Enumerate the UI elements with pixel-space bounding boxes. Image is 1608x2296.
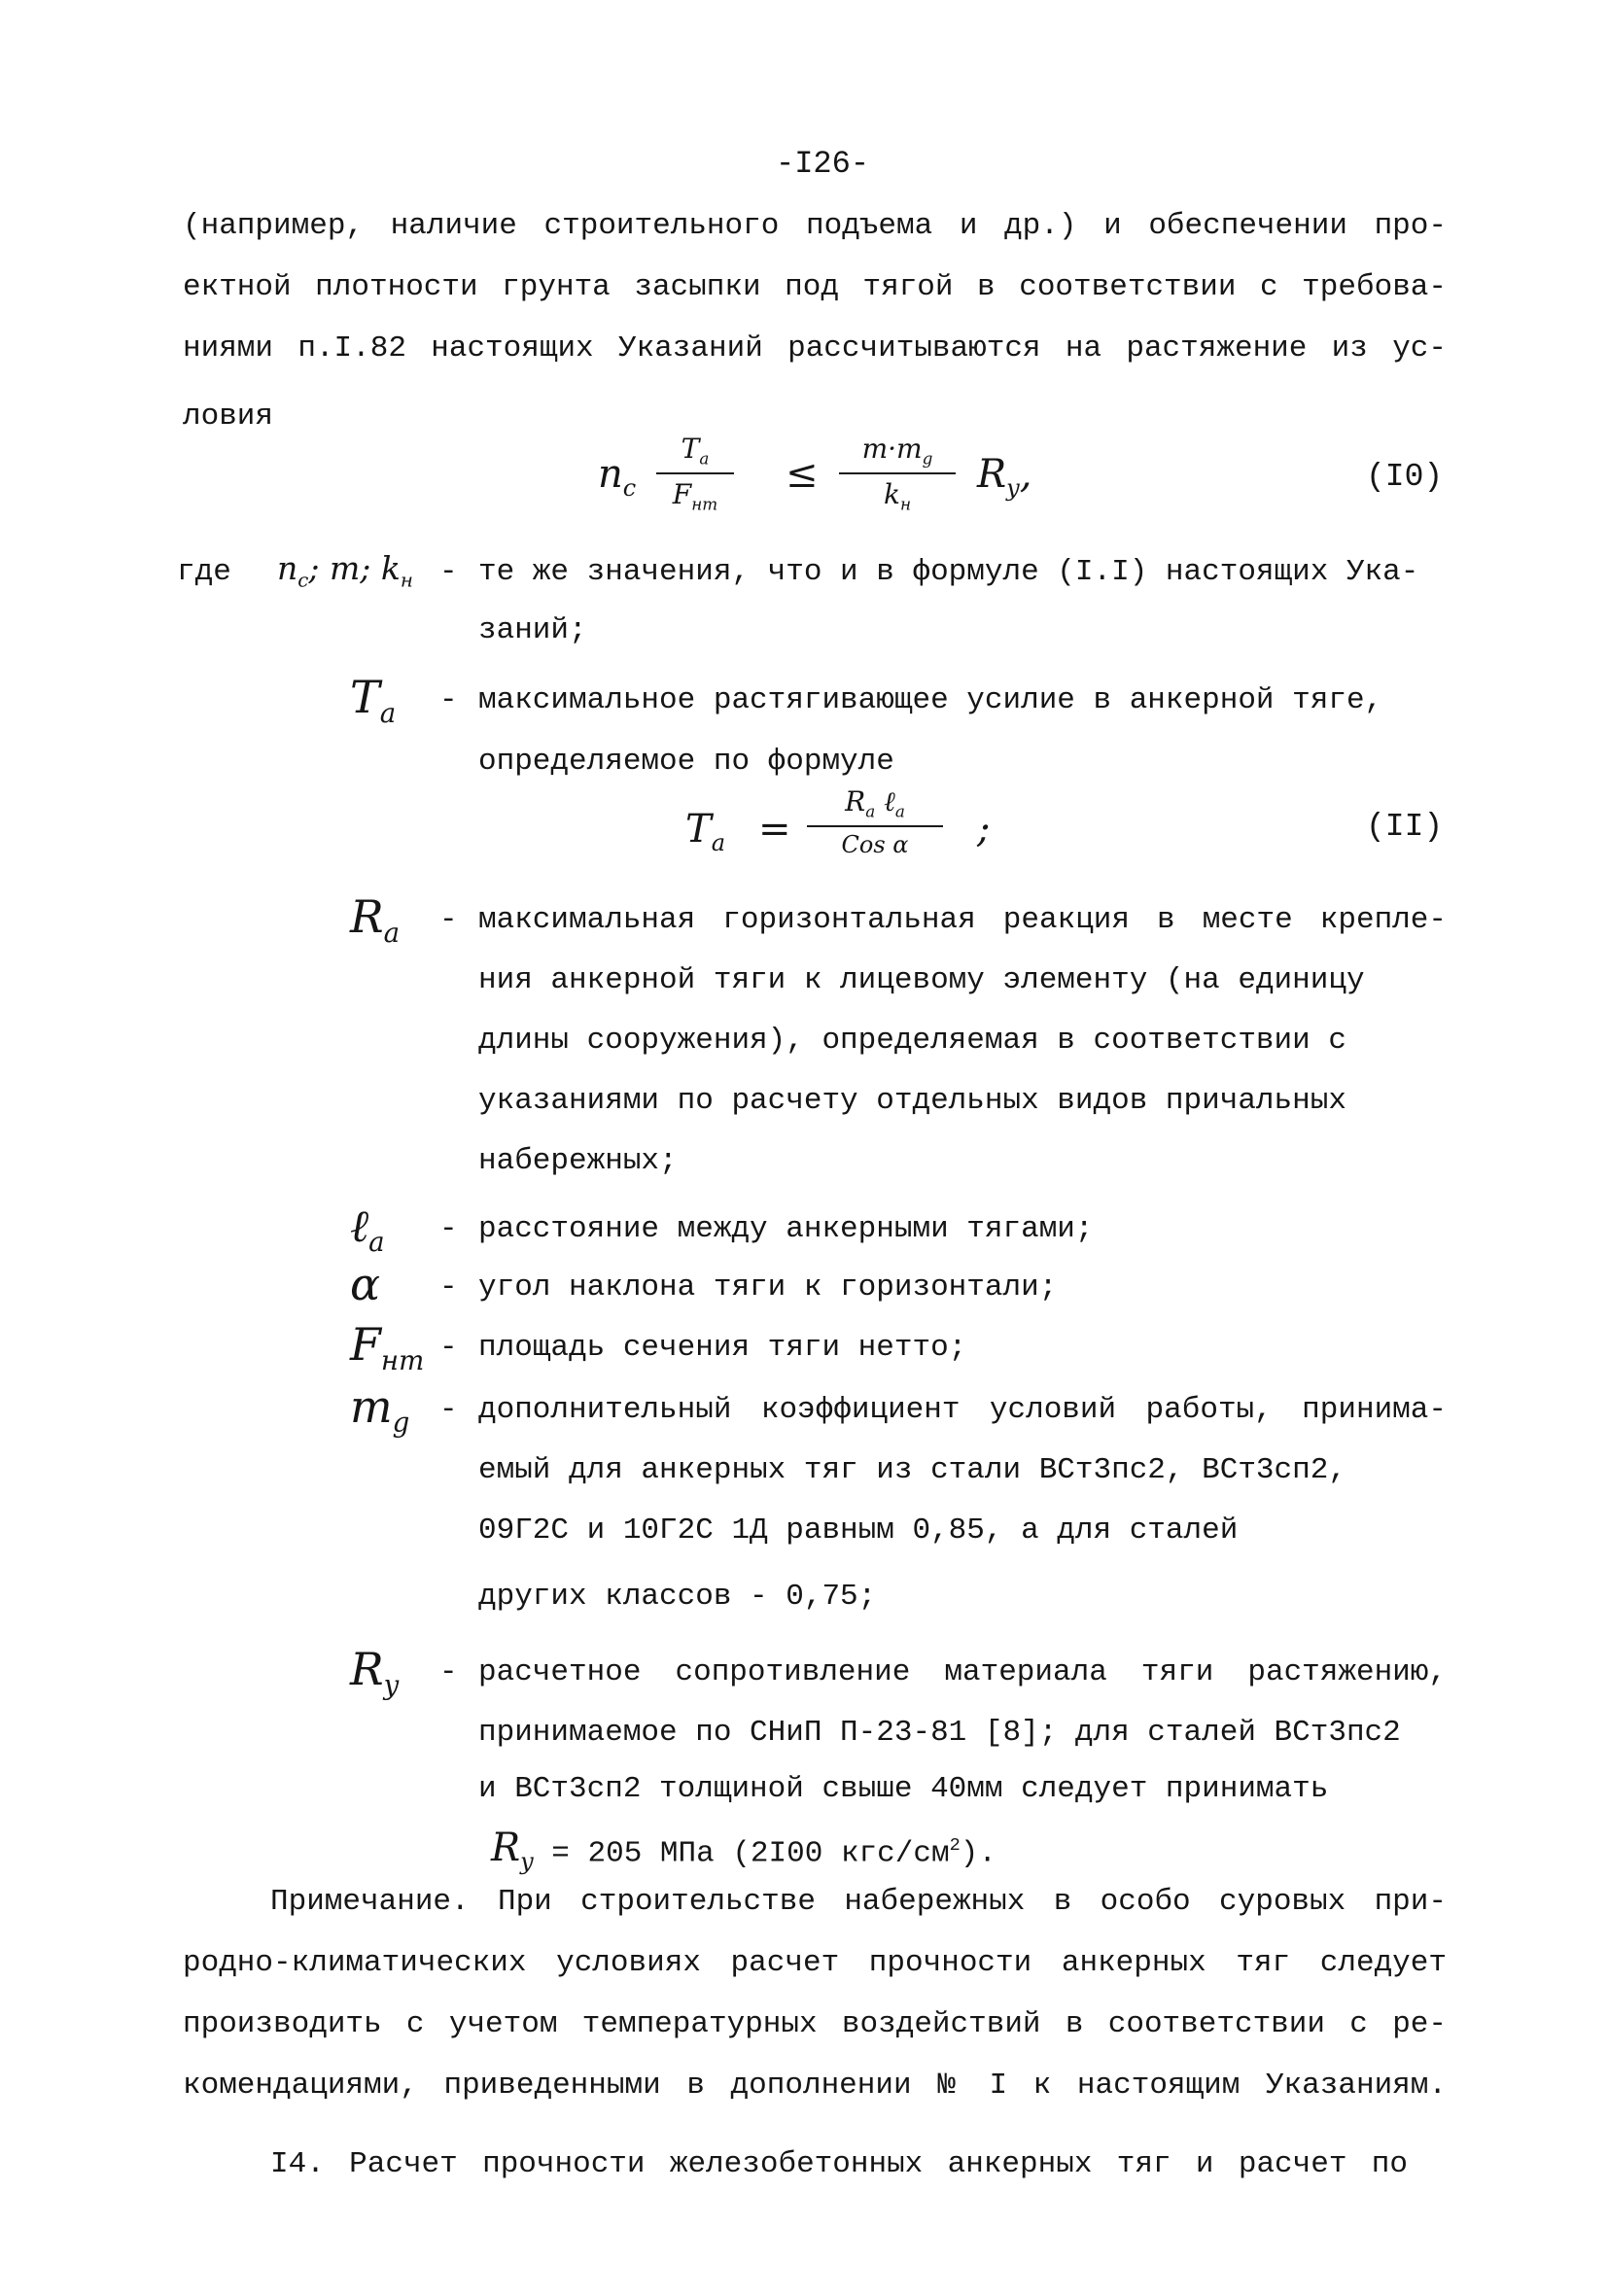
f10-lhs-num: T [681,433,700,465]
def-ry-value-text: = 205 МПа (2I00 кгс/см [551,1836,950,1871]
def-ra-symbol: $R_a$ [350,890,401,950]
where-symbols [277,549,413,592]
def-ry-line-3: и ВСт3сп2 толщиной свыше 40мм следует принимать [478,1772,1329,1806]
def-ry-value-symbol: $R_y$ [491,1826,534,1876]
f10-rhs-bar [839,472,956,474]
def-ry-value-end: ). [960,1836,996,1871]
def-la-sub: a [368,1226,385,1259]
f11-fraction [807,785,943,858]
where-symbol-n: n [277,549,298,587]
note-line-1: Примечание. При строительстве набережных в особо суровых при- [270,1885,1447,1919]
f11-bar [807,825,943,827]
def-alpha-dash: - [439,1270,458,1305]
def-fnt-sub: нт [380,1344,425,1377]
f11-lhs-sub: a [711,829,725,856]
def-ry-value [491,1827,996,1880]
f10-rhs-den-sub: н [899,494,912,514]
f10-lhs-den: F [672,477,692,510]
note-line-4: комендациями, приведенными в дополнении № I к настоящим Указаниям. [183,2069,1447,2103]
f10-lhs-den-sub: нт [691,494,718,514]
intro-line-3: ниями п.I.82 настоящих Указаний рассчитываются на растяжение из ус- [183,331,1447,365]
def-ta-symbol: $T_a$ [350,671,397,730]
f11-eq: = [758,807,791,852]
note-line-2: родно-климатических условиях расчет прочности анкерных тяг следует [183,1946,1447,1980]
intro-line-2: ектной плотности грунта засыпки под тягой в соответствии с требова- [183,270,1447,304]
def-la-symbol: ℓ$_a$ [350,1200,385,1259]
def-ra-line-1: максимальная горизонтальная реакция в месте крепле- [478,903,1447,937]
f11-tail: ; [977,807,991,852]
def-fnt-dash: - [439,1331,458,1365]
f10-lhs-bar [656,472,734,474]
def-ra-line-5: набережных; [478,1144,678,1178]
def-ra-sub: a [383,917,401,950]
where-symbol-k-sub: н [400,569,413,592]
f11-num-sub: a [865,801,876,821]
def-mg-dash: - [439,1393,458,1427]
def-mg-line-4: других классов - 0,75; [478,1580,877,1614]
f11-lhs: T [685,807,712,852]
f10-rhs-den: k [883,477,900,510]
def-alpha-symbol: α [350,1258,381,1310]
def-ry-symbol: $R_y$ [350,1643,400,1702]
def-ry-value-sub: y [520,1848,534,1876]
def-ry-value-sup: 2 [949,1835,961,1856]
note-line-3: производить с учетом температурных воздействий в соответствии с ре- [183,2007,1447,2041]
f10-lhs-num-sub: a [699,448,710,469]
f11-num2-sub: a [894,801,905,821]
def-la-dash: - [439,1212,458,1246]
f11-den: Cos α [841,830,909,858]
where-lead: где [177,555,231,589]
def-mg-symbol: $m_g$ [350,1380,410,1440]
def-ra-dash: - [439,903,458,937]
intro-line-4: ловия [183,400,274,434]
where-dash: - [439,555,458,589]
def-ry-sub: y [383,1669,400,1702]
f10-rhs-num: m·m [861,433,923,465]
where-line-2: заний; [478,613,587,647]
def-mg-line-3: 09Г2С и 10Г2С 1Д равным 0,85, а для сталей [478,1513,1239,1548]
where-symbol-n-sub: c [297,569,309,592]
def-ta-line-1: максимальное растягивающее усилие в анкерной тяге, [478,683,1383,717]
def-ra-line-4: указаниями по расчету отдельных видов причальных [478,1084,1346,1118]
f10-rhs-fraction [839,433,956,513]
formula-11-number: (II) [1366,809,1444,845]
def-ry-line-1: расчетное сопротивление материала тяги растяжению, [478,1655,1447,1689]
def-ta-line-2: определяемое по формуле [478,745,894,779]
f10-rhs-num-sub: g [922,448,933,469]
f10-factor: R [977,452,1007,497]
f10-coef: n [598,452,623,497]
def-fnt-text: площадь сечения тяги нетто; [478,1331,967,1365]
f10-factor-sub: y [1006,474,1020,502]
def-ta-dash: - [439,683,458,717]
formula-10-number: (I0) [1366,459,1444,495]
intro-line-1: (например, наличие строительного подъема и др.) и обеспечении про- [183,209,1447,243]
f11-num2: ℓ [884,785,895,818]
where-symbol-rest: ; m; k [308,549,401,587]
formula-11 [685,785,1016,873]
def-mg-sub: g [392,1407,410,1440]
def-fnt-symbol: $F_{нт}$ [350,1318,425,1377]
where-line-1: те же значения, что и в формуле (I.I) настоящих Ука- [478,555,1419,589]
page-number: -I26- [776,146,870,182]
def-ra-line-2: ния анкерной тяги к лицевому элементу (на единицу [478,963,1365,997]
def-la-text: расстояние между анкерными тягами; [478,1212,1094,1246]
f10-relation: ≤ [786,452,819,497]
def-ra-line-3: длины сооружения), определяемая в соответствии с [478,1024,1346,1058]
def-ry-line-2: принимаемое по СНиП П-23-81 [8]; для сталей ВСт3пс2 [478,1716,1401,1750]
f10-coef-sub: c [622,474,637,502]
section-14-heading: I4. Расчет прочности железобетонных анкерных тяг и расчет по [270,2147,1408,2181]
def-ta-sub: a [379,697,397,730]
def-mg-line-1: дополнительный коэффициент условий работы, принима- [478,1393,1447,1427]
f10-lhs-fraction [656,433,734,513]
def-mg-line-2: емый для анкерных тяг из стали ВСт3пс2, ВСт3сп2, [478,1453,1346,1487]
def-alpha-text: угол наклона тяги к горизонтали; [478,1270,1058,1305]
f10-tail: , [1019,452,1032,497]
f11-num: R [845,785,866,818]
def-ry-dash: - [439,1655,458,1689]
formula-10 [598,433,1103,520]
